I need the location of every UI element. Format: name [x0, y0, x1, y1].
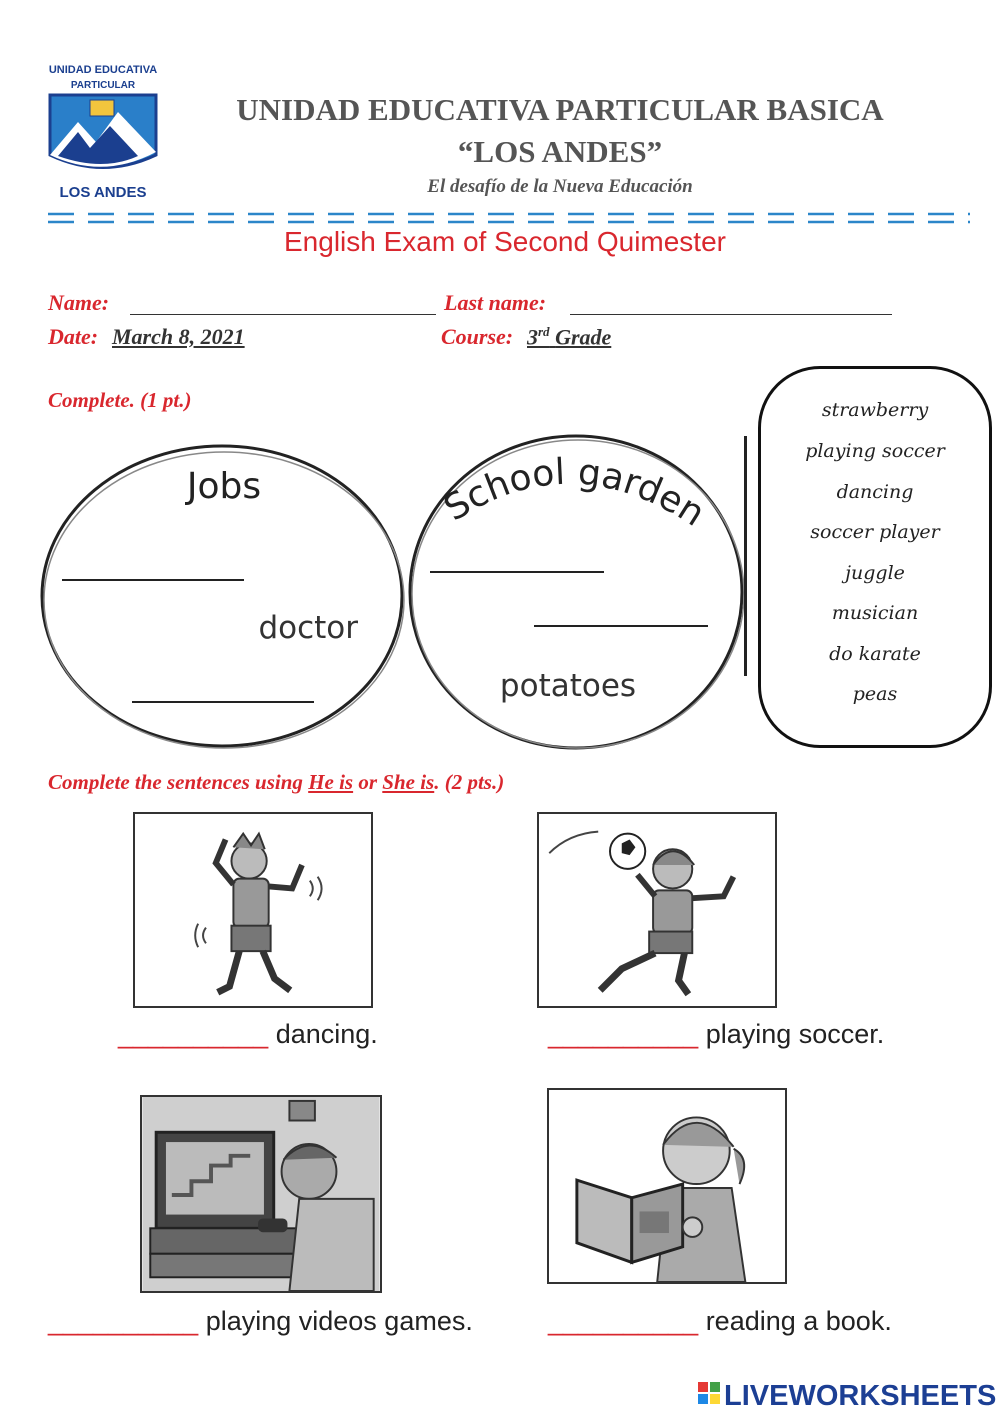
- course-number: 3: [527, 324, 538, 350]
- option-he-is: He is: [308, 770, 354, 794]
- lw-square-blue: [698, 1394, 708, 1404]
- sentence-2-blank[interactable]: __________: [548, 1019, 699, 1049]
- last-name-label: Last name:: [444, 290, 547, 315]
- bank-word-do-karate[interactable]: do karate: [829, 643, 921, 665]
- picture-boy-dancing: [133, 812, 373, 1008]
- sentence-1: [118, 1019, 378, 1050]
- picture-girl-reading: [547, 1088, 787, 1284]
- school-garden-circle: [404, 430, 748, 752]
- date-label: Date:: [48, 324, 99, 349]
- sentence-2-text: playing soccer.: [705, 1019, 885, 1049]
- course-grade: Grade: [555, 324, 612, 350]
- bank-word-strawberry[interactable]: strawberry: [821, 399, 929, 421]
- bank-word-musician[interactable]: musician: [831, 602, 919, 624]
- exam-title: English Exam of Second Quimester: [284, 226, 726, 257]
- jobs-word-doctor: doctor: [258, 610, 358, 646]
- sentence-4: [548, 1306, 892, 1337]
- bank-word-dancing[interactable]: dancing: [836, 481, 914, 503]
- sentence-3-blank[interactable]: __________: [48, 1306, 199, 1336]
- liveworksheets-brand: LIVEWORKSHEETS: [724, 1380, 996, 1410]
- header-divider: [48, 210, 970, 226]
- liveworksheets-logo[interactable]: [696, 1376, 996, 1410]
- option-she-is: She is: [382, 770, 435, 794]
- lw-square-green: [710, 1382, 720, 1392]
- section2-instruction-connector: or: [353, 770, 383, 794]
- picture-girl-soccer: [537, 812, 777, 1008]
- sentence-3-text: playing videos games.: [205, 1306, 473, 1336]
- bank-word-juggle[interactable]: juggle: [845, 562, 905, 584]
- word-bank-divider: [744, 436, 747, 676]
- school-garden-title: School garden: [437, 451, 712, 535]
- school-logo: [38, 60, 168, 200]
- sentence-1-blank[interactable]: __________: [118, 1019, 269, 1049]
- date-value: March 8, 2021: [112, 324, 245, 349]
- section2-instruction-prefix: Complete the sentences using: [48, 770, 309, 794]
- sentence-3: [48, 1306, 473, 1337]
- school-name-line2: “LOS ANDES”: [457, 134, 663, 169]
- course-value: [527, 324, 611, 350]
- sentence-4-blank[interactable]: __________: [548, 1306, 699, 1336]
- bank-word-playing-soccer[interactable]: playing soccer: [805, 440, 945, 462]
- picture-boy-video-games: [140, 1095, 382, 1293]
- logo-text-mid: PARTICULAR: [70, 80, 136, 91]
- course-ordinal: rd: [538, 324, 550, 339]
- jobs-title: Jobs: [186, 466, 262, 507]
- section1-instruction: Complete. (1 pt.): [48, 388, 192, 412]
- name-field[interactable]: [130, 314, 436, 315]
- section2-instruction-suffix: . (2 pts.): [434, 770, 505, 794]
- lw-square-red: [698, 1382, 708, 1392]
- logo-text-top: UNIDAD EDUCATIVA: [48, 64, 158, 76]
- jobs-circle: [38, 440, 406, 752]
- word-bank: [758, 366, 992, 748]
- sentence-2: [548, 1019, 884, 1050]
- section2-instruction: [48, 770, 504, 795]
- course-label: Course:: [441, 324, 514, 349]
- garden-word-potatoes: potatoes: [499, 668, 637, 704]
- sentence-4-text: reading a book.: [705, 1306, 892, 1336]
- last-name-field[interactable]: [570, 314, 892, 315]
- lw-square-yellow: [710, 1394, 720, 1404]
- school-name-line1: UNIDAD EDUCATIVA PARTICULAR BASICA: [236, 92, 884, 127]
- logo-text-bottom: LOS ANDES: [59, 184, 147, 200]
- school-motto: El desafío de la Nueva Educación: [427, 176, 693, 197]
- bank-word-peas[interactable]: peas: [852, 683, 898, 705]
- name-label: Name:: [48, 290, 110, 315]
- sentence-1-text: dancing.: [275, 1019, 378, 1049]
- bank-word-soccer-player[interactable]: soccer player: [810, 521, 940, 543]
